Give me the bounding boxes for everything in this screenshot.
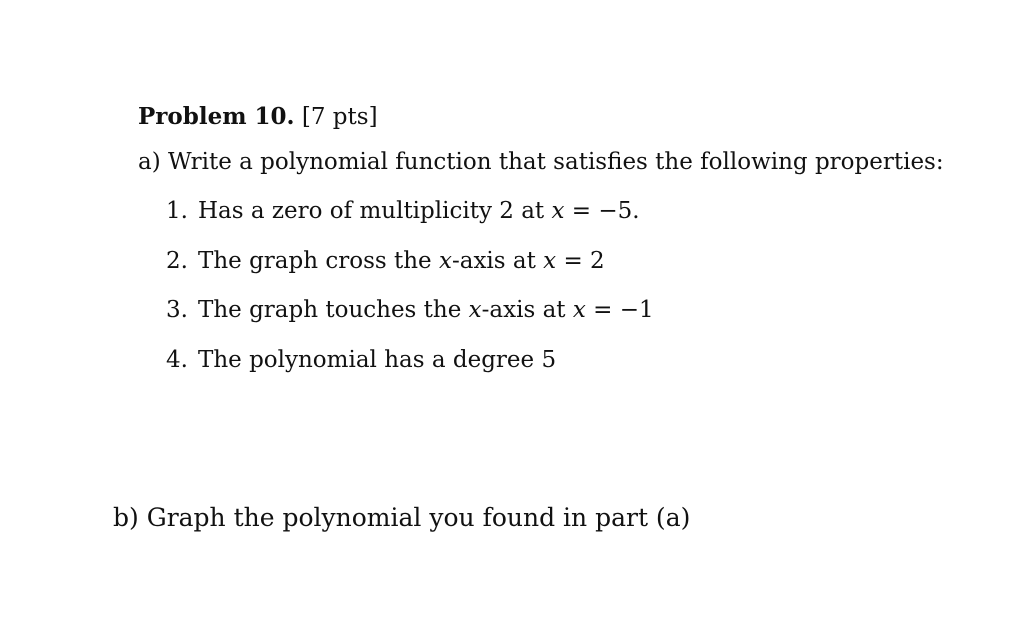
requirement-item-2 xyxy=(166,245,654,295)
requirement-text: -axis at xyxy=(451,247,544,274)
requirement-text: The graph cross the xyxy=(198,247,439,274)
part-b-text: Graph the polynomial you found in part (a) xyxy=(146,503,691,532)
requirement-number: 2. xyxy=(166,247,188,274)
part-b-prompt xyxy=(113,501,690,535)
requirement-text: Has a zero of multiplicity 2 at xyxy=(198,198,552,224)
math-variable: x xyxy=(572,297,586,323)
requirements-list xyxy=(166,195,654,393)
math-variable: x xyxy=(468,297,482,323)
requirement-item-3 xyxy=(166,294,654,344)
requirement-text: The polynomial has a degree 5 xyxy=(198,346,557,373)
requirement-number: 1. xyxy=(166,198,188,224)
requirement-item-4 xyxy=(166,344,654,394)
requirement-text: = −5. xyxy=(564,198,640,224)
problem-title: Problem 10. xyxy=(138,103,295,130)
math-variable: x xyxy=(551,198,565,224)
problem-header xyxy=(138,101,378,133)
math-variable: x xyxy=(543,247,557,274)
problem-points: [7 pts] xyxy=(301,104,378,130)
part-a-label: a) xyxy=(138,149,161,175)
requirement-number: 4. xyxy=(166,346,188,373)
requirement-number: 3. xyxy=(166,297,188,323)
requirement-text: -axis at xyxy=(481,297,573,323)
requirement-item-1 xyxy=(166,195,654,245)
requirement-text: = −1 xyxy=(585,297,654,323)
requirement-text: The graph touches the xyxy=(198,297,469,323)
part-a-prompt xyxy=(138,146,944,178)
math-variable: x xyxy=(438,247,452,274)
part-a-text: Write a polynomial function that satisfies the following properties: xyxy=(168,149,944,175)
part-b-label: b) xyxy=(113,503,139,532)
requirement-text: = 2 xyxy=(556,247,605,274)
